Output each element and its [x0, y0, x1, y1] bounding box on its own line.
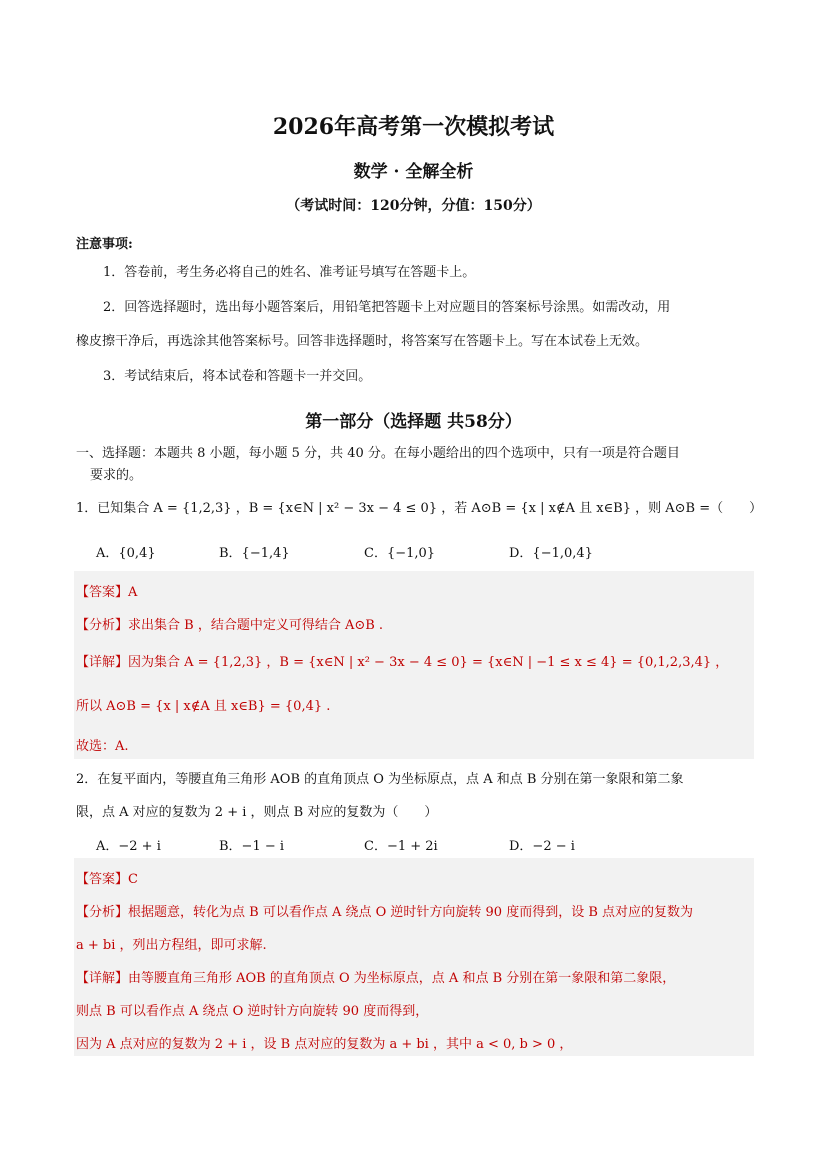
q2-option-a: A．−2 + i — [96, 839, 161, 854]
q2-analysis-line-2: a + bi ，列出方程组，即可求解. — [76, 938, 267, 953]
document-subtitle: 数学 · 全解全析 — [353, 162, 474, 182]
q1-stem: 1．已知集合 A = {1,2,3} ，B = {x∈N | x² − 3x − 4 ≤ 0} ，若 A⊙B = {x | x∉A 且 x∈B} ，则 A⊙B =（ ） — [76, 501, 763, 516]
q1-solution-box — [74, 571, 754, 759]
q1-option-a: A．{0,4} — [96, 546, 156, 561]
q1-option-c: C．{−1,0} — [364, 546, 436, 561]
q2-option-c: C．−1 + 2i — [364, 839, 438, 854]
q2-stem-line-1: 2．在复平面内，等腰直角三角形 AOB 的直角顶点 O 为坐标原点，点 A 和点 B 分别在第一象限和第二象 — [76, 772, 684, 787]
q2-detail-line-1: 【详解】由等腰直角三角形 AOB 的直角顶点 O 为坐标原点，点 A 和点 B 分别在第一象限和第二象限， — [76, 971, 676, 986]
q2-stem-line-2: 限，点 A 对应的复数为 2 + i ，则点 B 对应的复数为（ ） — [76, 805, 438, 820]
q1-detail-line-3: 故选：A. — [76, 739, 129, 754]
q2-analysis-line-1: 【分析】根据题意，转化为点 B 可以看作点 A 绕点 O 逆时针方向旋转 90 度而得到，设 B 点对应的复数为 — [76, 905, 694, 920]
notes-heading: 注意事项: — [76, 237, 133, 252]
q1-answer: 【答案】A — [76, 585, 138, 600]
note-item-1: 1．答卷前，考生务必将自己的姓名、准考证号填写在答题卡上。 — [103, 265, 476, 280]
q2-option-d: D．−2 − i — [509, 839, 575, 854]
q1-detail-line-1: 【详解】因为集合 A = {1,2,3} ，B = {x∈N | x² − 3x − 4 ≤ 0} = {x∈N | −1 ≤ x ≤ 4} = {0,1,2,3,4} ， — [76, 655, 729, 670]
document-title: 2026年高考第一次模拟考试 — [272, 114, 555, 140]
q2-solution-box — [74, 858, 754, 1056]
section-intro-line-2: 要求的。 — [90, 468, 143, 483]
note-item-2-line-1: 2．回答选择题时，选出每小题答案后，用铅笔把答题卡上对应题目的答案标号涂黑。如需改动，用 — [103, 300, 671, 315]
q1-option-b: B．{−1,4} — [219, 546, 290, 561]
q1-detail-line-2: 所以 A⊙B = {x | x∉A 且 x∈B} = {0,4} . — [76, 699, 331, 714]
note-item-3: 3．考试结束后，将本试卷和答题卡一并交回。 — [103, 369, 372, 384]
q2-detail-line-2: 则点 B 可以看作点 A 绕点 O 逆时针方向旋转 90 度而得到， — [76, 1004, 429, 1019]
q1-analysis: 【分析】求出集合 B ，结合题中定义可得结合 A⊙B . — [76, 618, 384, 633]
section-title: 第一部分（选择题 共58分） — [305, 412, 522, 432]
note-item-2-line-2: 橡皮擦干净后，再选涂其他答案标号。回答非选择题时，将答案写在答题卡上。写在本试卷上无效。 — [76, 334, 649, 349]
q1-option-d: D．{−1,0,4} — [509, 546, 593, 561]
q2-option-b: B．−1 − i — [219, 839, 285, 854]
section-intro-line-1: 一、选择题：本题共 8 小题，每小题 5 分，共 40 分。在每小题给出的四个选项中，只有一项是符合题目 — [76, 446, 680, 461]
q2-answer: 【答案】C — [76, 872, 138, 887]
exam-info: （考试时间：120分钟，分值：150分） — [286, 198, 541, 214]
q2-detail-line-3: 因为 A 点对应的复数为 2 + i ，设 B 点对应的复数为 a + bi ，其中 a < 0, b > 0 ， — [76, 1037, 573, 1052]
